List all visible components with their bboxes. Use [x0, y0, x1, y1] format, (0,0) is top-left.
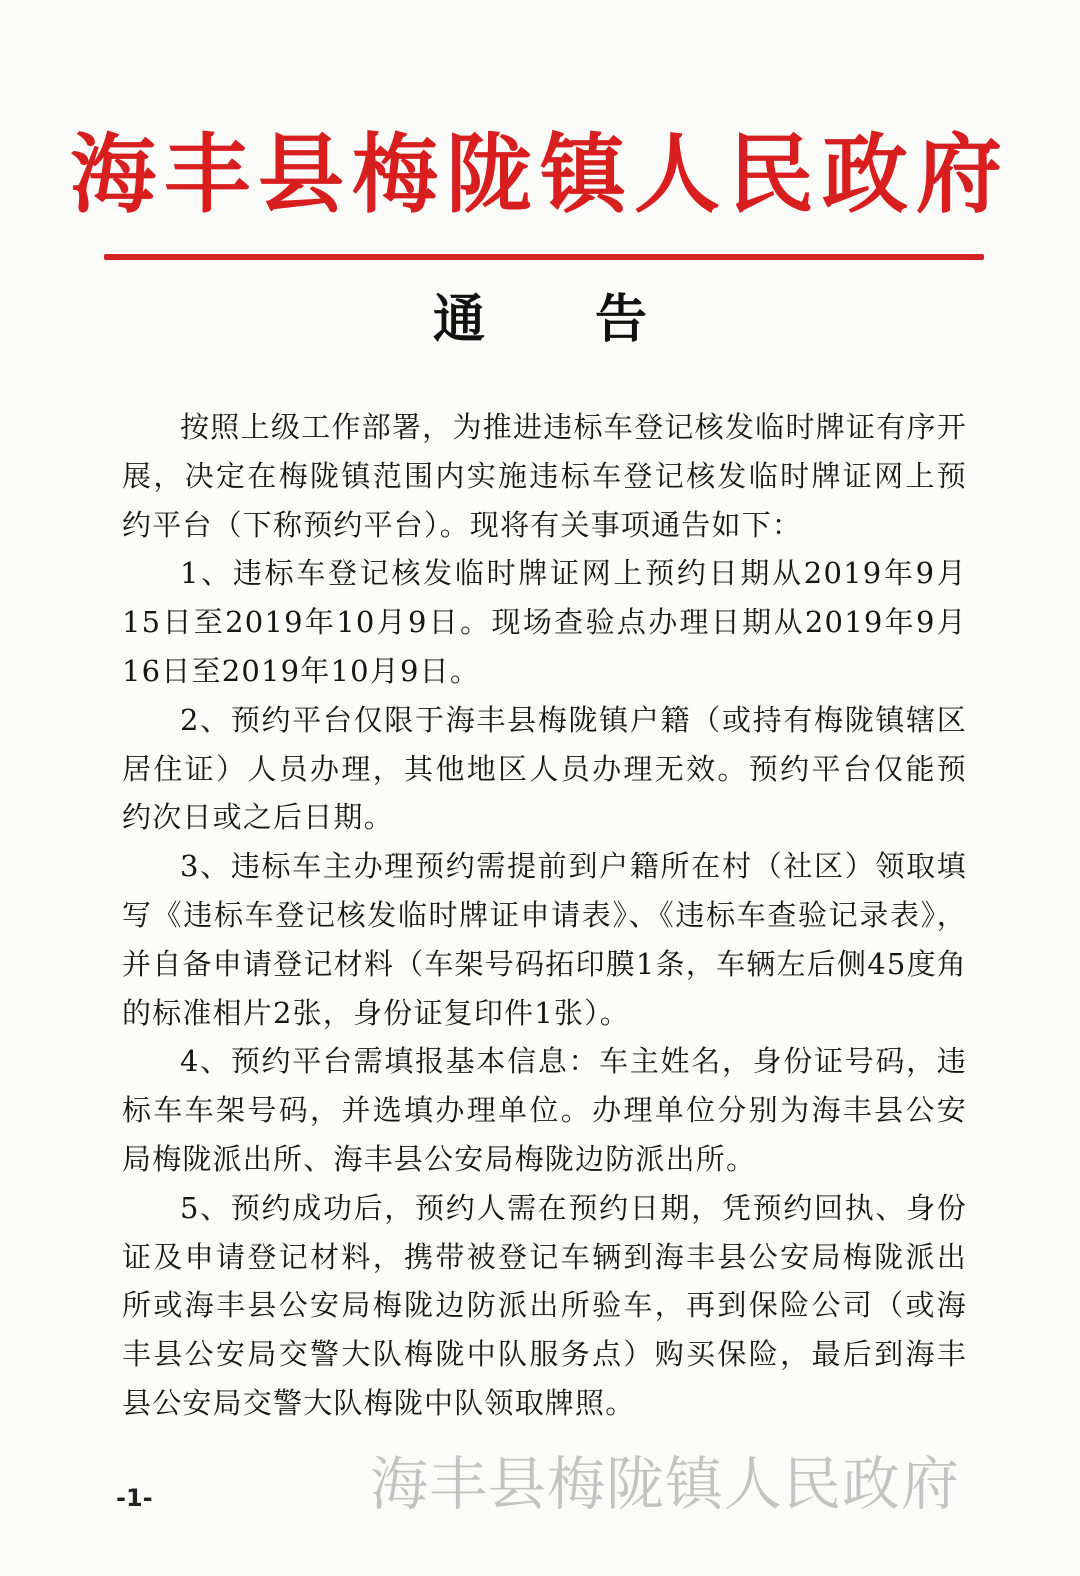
watermark-text: 海丰县梅陇镇人民政府 — [370, 1450, 961, 1518]
issuing-authority-title: 海丰县梅陇镇人民政府 — [70, 125, 1010, 225]
page-number: -1- — [116, 1484, 153, 1512]
item-5-paragraph: 5、预约成功后，预约人需在预约日期，凭预约回执、身份证及申请登记材料，携带被登记车辆到海丰县公安局梅陇派出所或海丰县公安局梅陇边防派出所验车，再到保险公司（或海丰县公安局交警大队梅陇中队服务点）购买保险，最后到海丰县公安局交警大队梅陇中队领取牌照。 — [122, 1190, 967, 1420]
item-1-paragraph: 1、违标车登记核发临时牌证网上预约日期从2019年9月15日至2019年10月9日。现场查验点办理日期从2019年9月16日至2019年10月9日。 — [122, 556, 967, 688]
item-2-paragraph: 2、预约平台仅限于海丰县梅陇镇户籍（或持有梅陇镇辖区居住证）人员办理，其他地区人员办理无效。预约平台仅能预约次日或之后日期。 — [122, 702, 967, 835]
item-3-paragraph: 3、违标车主办理预约需提前到户籍所在村（社区）领取填写《违标车登记核发临时牌证申请表》、《违标车查验记录表》，并自备申请登记材料（车架号码拓印膜1条，车辆左后侧45度角的标准相片2张，身份证复印件1张）。 — [122, 849, 967, 1030]
header-red-divider — [104, 254, 984, 260]
intro-paragraph: 按照上级工作部署，为推进违标车登记核发临时牌证有序开展，决定在梅陇镇范围内实施违标车登记核发临时牌证网上预约平台（下称预约平台）。现将有关事项通告如下： — [122, 410, 967, 542]
notice-title: 通告 — [432, 290, 757, 350]
item-4-paragraph: 4、预约平台需填报基本信息：车主姓名，身份证号码，违标车车架号码，并选填办理单位。办理单位分别为海丰县公安局梅陇派出所、海丰县公安局梅陇边防派出所。 — [122, 1044, 967, 1176]
notice-body — [122, 403, 967, 1428]
